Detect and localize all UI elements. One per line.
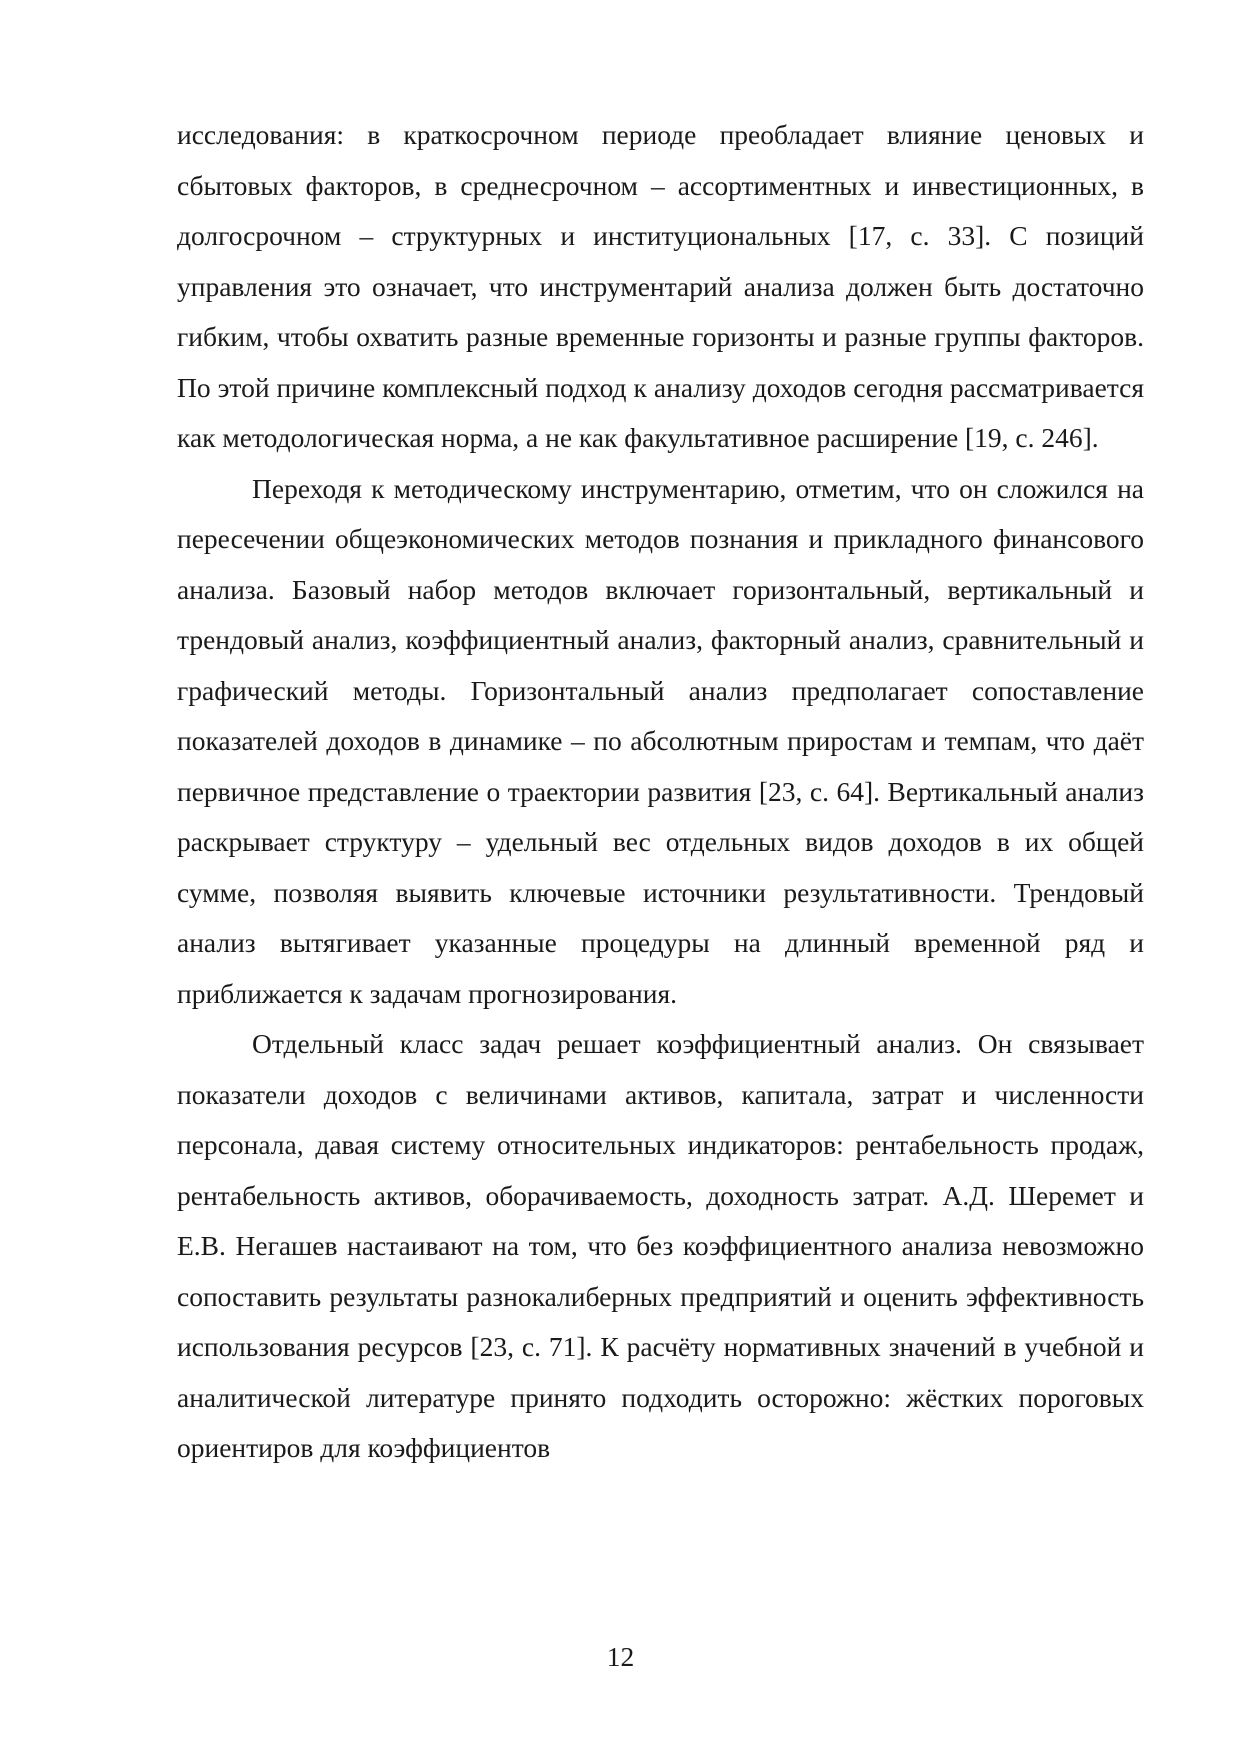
paragraph-methods: Переходя к методическому инструментарию, отметим, что он сложился на пересечении общеэкономических методов познания и прикладного финансового анализа. Базовый набор методов включает горизонтальный, вертикальный и трендовый анализ, коэффициентный анализ, факторный анализ, сравнительный и графический методы. Горизонтальный анализ предполагает сопоставление показателей доходов в динамике – по абсолютным приростам и темпам, что даёт первичное представление о траектории развития [23, с. 64]. Вертикальный анализ раскрывает структуру – удельный вес отдельных видов доходов в их общей сумме, позволяя выявить ключевые источники результативности. Трендовый анализ вытягивает указанные процедуры на длинный временной ряд и приближается к задачам прогнозирования. bbox=[177, 472, 1144, 1009]
body-text bbox=[177, 110, 1144, 1474]
paragraph-continuation: исследования: в краткосрочном периоде преобладает влияние ценовых и сбытовых факторов, в среднесрочном – ассортиментных и инвестиционных, в долгосрочном – структурных и институциональных [17, с. 33]. С позиций управления это означает, что инструментарий анализа должен быть достаточно гибким, чтобы охватить разные временные горизонты и разные группы факторов. По этой причине комплексный подход к анализу доходов сегодня рассматривается как методологическая норма, а не как факультативное расширение [19, с. 246]. bbox=[177, 119, 1144, 453]
page-number: 12 bbox=[606, 1641, 635, 1672]
paragraph-coefficient-analysis: Отдельный класс задач решает коэффициентный анализ. Он связывает показатели доходов с величинами активов, капитала, затрат и численности персонала, давая систему относительных индикаторов: рентабельность продаж, рентабельность активов, оборачиваемость, доходность затрат. А.Д. Шеремет и Е.В. Негашев настаивают на том, что без коэффициентного анализа невозможно сопоставить результаты разнокалиберных предприятий и оценить эффективность использования ресурсов [23, с. 71]. К расчёту нормативных значений в учебной и аналитической литературе принято подходить осторожно: жёстких пороговых ориентиров для коэффициентов bbox=[177, 1028, 1144, 1463]
